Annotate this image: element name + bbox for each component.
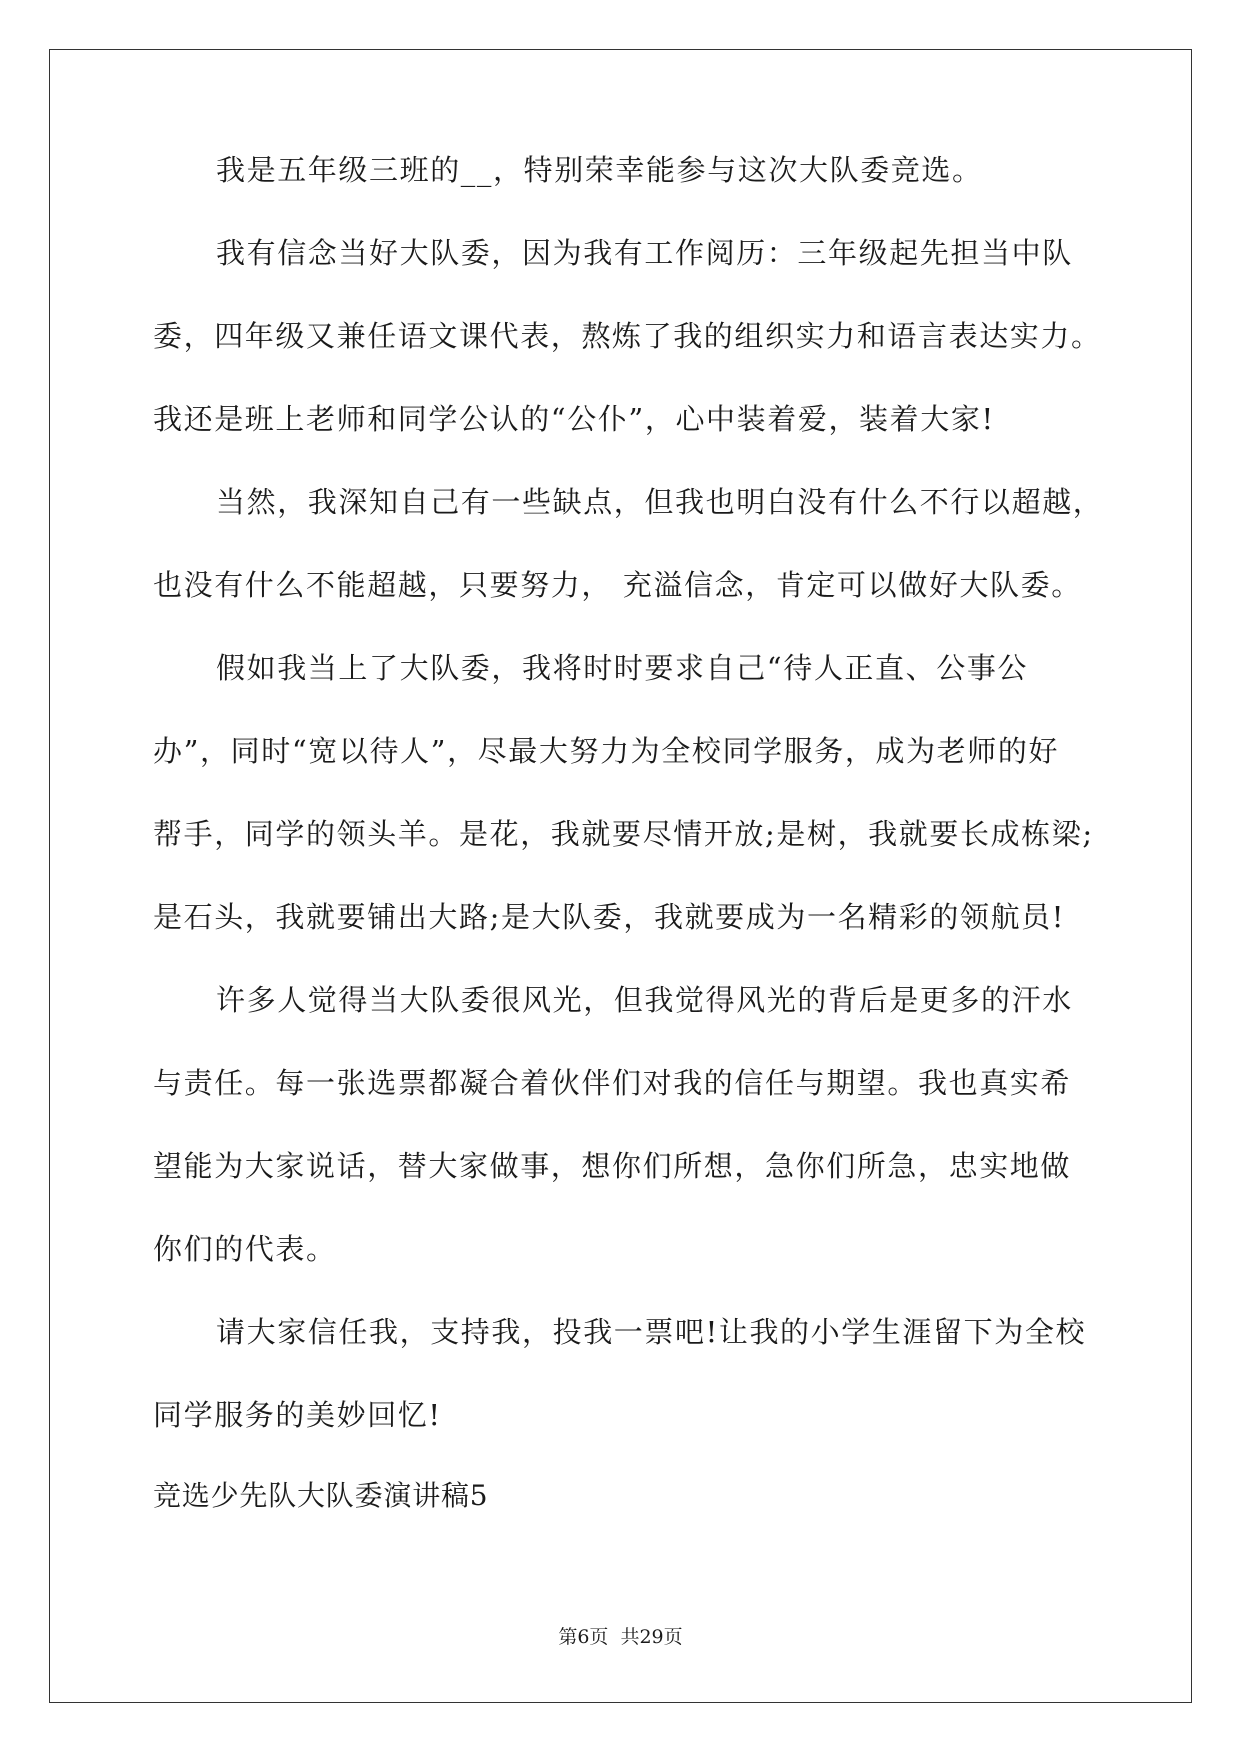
paragraph-line: 假如我当上了大队委，我将时时要求自己“待人正直、公事公 (216, 651, 1029, 685)
paragraph-line: 我还是班上老师和同学公认的“公仆”，心中装着爱，装着大家! (153, 402, 995, 436)
paragraph-line: 你们的代表。 (153, 1232, 337, 1266)
paragraph-line: 也没有什么不能超越，只要努力， 充溢信念，肯定可以做好大队委。 (153, 568, 1082, 602)
paragraph-line: 委，四年级又兼任语文课代表，熬炼了我的组织实力和语言表达实力。 (153, 319, 1102, 353)
paragraph-line: 许多人觉得当大队委很风光，但我觉得风光的背后是更多的汗水 (216, 983, 1073, 1017)
paragraph-line: 请大家信任我，支持我，投我一票吧!让我的小学生涯留下为全校 (216, 1315, 1087, 1349)
paragraph-line: 当然，我深知自己有一些缺点，但我也明白没有什么不行以超越， (216, 485, 1104, 519)
total-pages: 共29页 (620, 1626, 683, 1648)
paragraph-line: 是石头，我就要铺出大路;是大队委，我就要成为一名精彩的领航员! (153, 900, 1066, 934)
paragraph-line: 帮手，同学的领头羊。是花，我就要尽情开放;是树，我就要长成栋梁; (153, 817, 1094, 851)
paragraph-line: 与责任。每一张选票都凝合着伙伴们对我的信任与期望。我也真实希 (153, 1066, 1072, 1100)
paragraph-line: 我是五年级三班的__，特别荣幸能参与这次大队委竞选。 (216, 153, 983, 187)
page-number: 第6页 (558, 1626, 609, 1648)
section-heading: 竞选少先队大队委演讲稿5 (153, 1479, 489, 1512)
paragraph-line: 我有信念当好大队委，因为我有工作阅历：三年级起先担当中队 (216, 236, 1073, 270)
paragraph-line: 望能为大家说话，替大家做事，想你们所想，急你们所急，忠实地做 (153, 1149, 1072, 1183)
page-footer (0, 1625, 1241, 1649)
paragraph-line: 办”，同时“宽以待人”，尽最大努力为全校同学服务，成为老师的好 (153, 734, 1060, 768)
paragraph-line: 同学服务的美妙回忆! (153, 1398, 442, 1432)
page-border (49, 49, 1192, 1703)
